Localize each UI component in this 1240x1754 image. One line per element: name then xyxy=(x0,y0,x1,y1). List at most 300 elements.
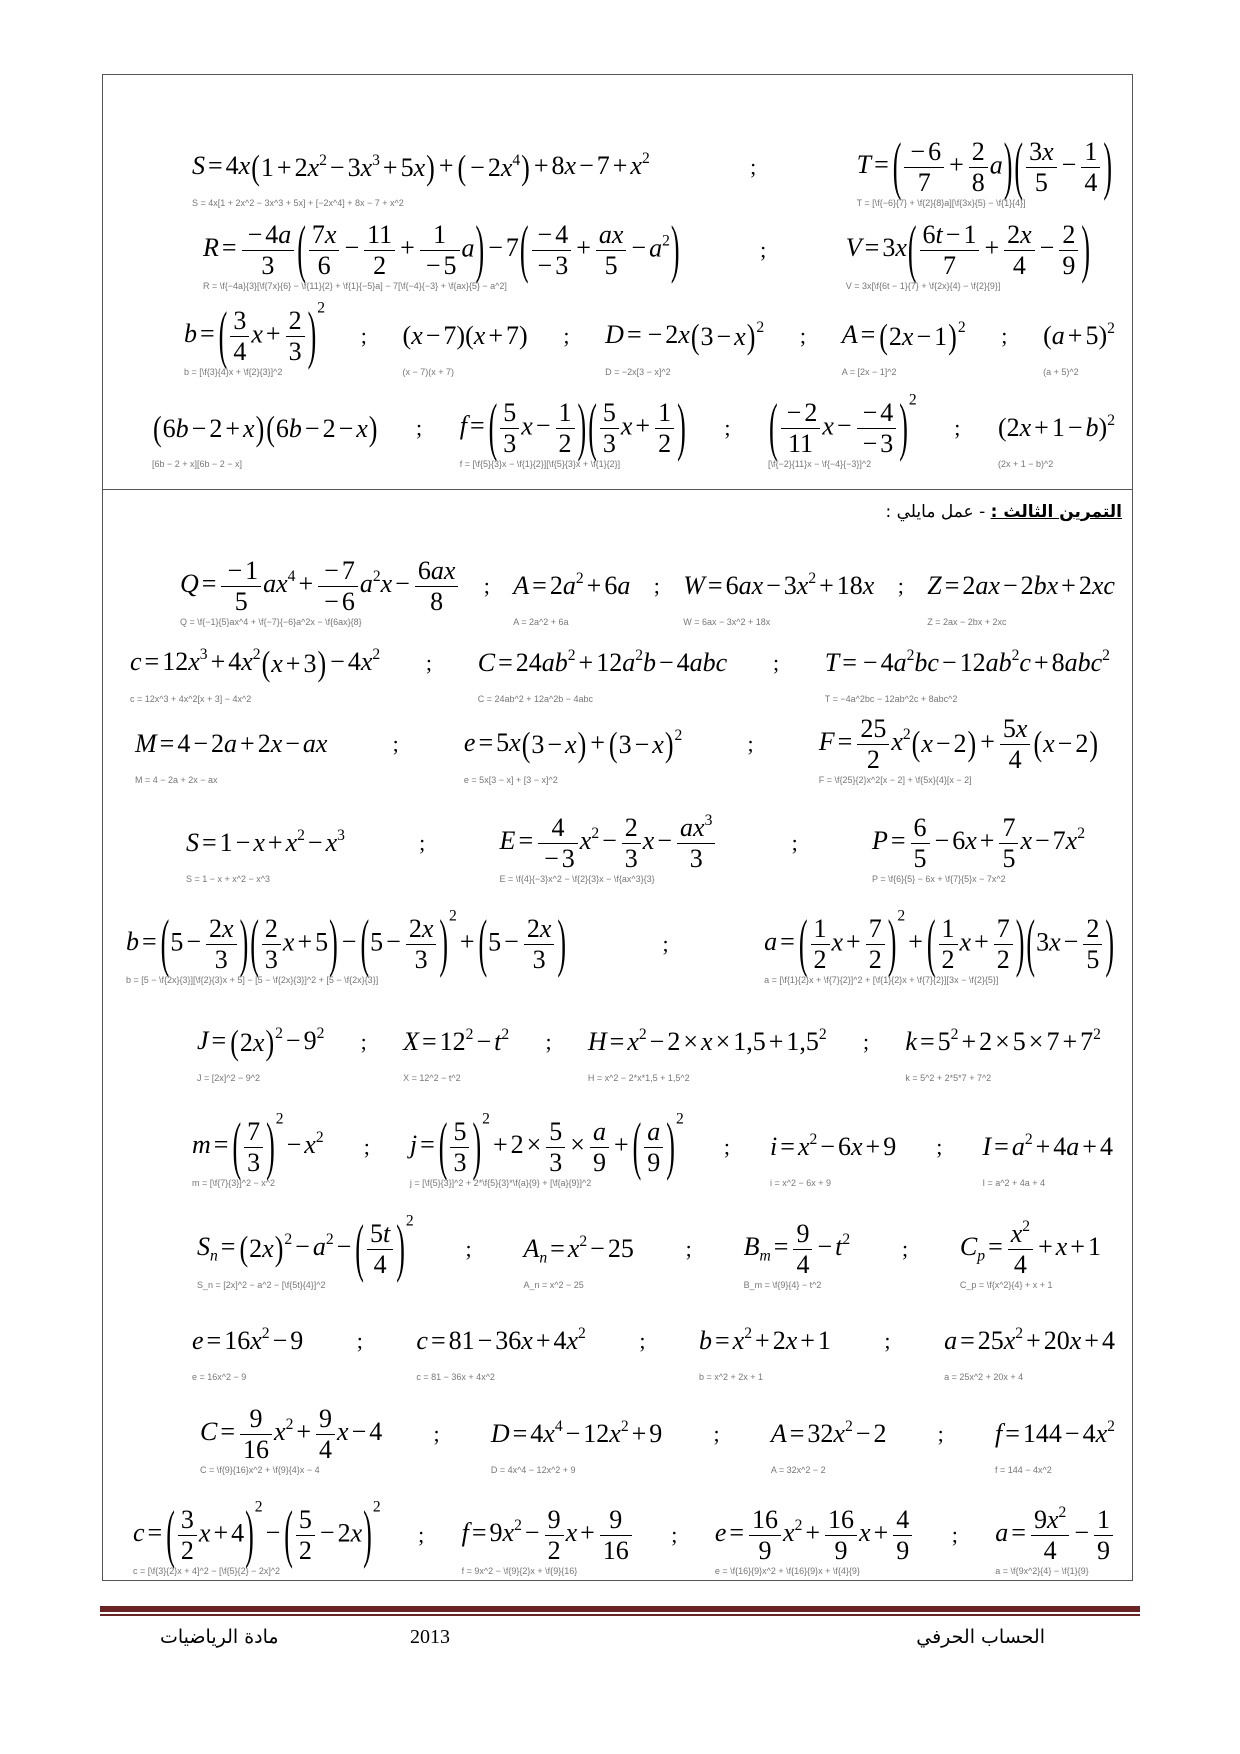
math-rendering xyxy=(135,729,327,758)
math-operator: = xyxy=(609,1027,625,1056)
separator: ; xyxy=(425,650,432,675)
math-operator: = xyxy=(430,1326,446,1355)
math-group xyxy=(596,220,627,251)
math-rendering xyxy=(841,316,966,356)
math-variable: e xyxy=(714,1517,727,1547)
math-operator: = xyxy=(518,825,534,855)
math-rendering xyxy=(152,408,378,448)
math-variable: a xyxy=(541,648,555,677)
math-variable: x xyxy=(502,1517,515,1547)
math-variable: A xyxy=(770,1419,787,1448)
math-operator: + xyxy=(535,1326,551,1355)
math-operator: + xyxy=(488,321,503,350)
math-operator: = xyxy=(221,232,237,262)
math-group: 16 xyxy=(243,1434,270,1464)
fraction xyxy=(622,813,641,874)
math-variable: S xyxy=(186,828,199,857)
fraction xyxy=(420,220,460,281)
math-operator: + xyxy=(1082,1132,1097,1161)
math-expression xyxy=(192,1109,324,1188)
math-variable: x xyxy=(822,410,834,440)
math-group xyxy=(1024,137,1102,198)
math-expression xyxy=(197,1211,414,1290)
right-paren: ) xyxy=(887,906,897,979)
math-variable: x xyxy=(274,1416,286,1446)
left-paren: ( xyxy=(166,1497,175,1570)
math-variable: f xyxy=(461,1517,469,1547)
math-variable: a xyxy=(461,232,475,262)
math-variable: x xyxy=(411,321,423,350)
math-rendering xyxy=(459,390,687,463)
math-operator: = xyxy=(1005,1419,1020,1448)
math-expression-source: k = 5^2 + 2*5*7 + 7^2 xyxy=(905,1073,992,1083)
math-group: 9 xyxy=(647,1147,661,1177)
exponent: 2 xyxy=(635,647,643,665)
left-paren: ( xyxy=(608,724,618,764)
math-operator: × xyxy=(526,1129,542,1159)
exponent: 2 xyxy=(809,1131,818,1149)
math-group: $b = x^2 + 2x + 1$ xyxy=(699,1325,831,1355)
right-paren: ) xyxy=(948,316,957,356)
math-expression-source: E = \f{4}{−3}x^2 − \f{2}{3}x − \f{ax^3}{3} xyxy=(499,874,655,884)
left-paren: ( xyxy=(892,129,902,202)
math-group: 3 xyxy=(288,336,302,366)
math-variable: b xyxy=(175,414,189,444)
math-group: $c = 12x^3 + 4x^2$ ( x + 3 ) − $4x^2$ xyxy=(130,643,381,683)
math-group: 2 xyxy=(1083,914,1102,945)
fraction xyxy=(781,398,821,459)
math-operator: + xyxy=(400,232,415,262)
math-variable: a xyxy=(944,1326,958,1355)
math-group: $(2x + 1 - b)^2$ xyxy=(997,412,1115,442)
math-expression-source: H = x^2 − 2*x*1,5 + 1,5^2 xyxy=(587,1073,690,1083)
math-group: 4 xyxy=(1043,1535,1057,1565)
right-paren: ) xyxy=(1081,212,1090,285)
math-operator: + xyxy=(846,926,861,956)
math-operator: = xyxy=(550,1234,565,1263)
exponent: 2 xyxy=(316,1025,325,1043)
math-group: 2 xyxy=(286,306,305,337)
math-group: 3 xyxy=(214,944,228,974)
left-paren: ( xyxy=(588,390,597,463)
fraction xyxy=(857,398,897,459)
separator: ; xyxy=(465,1236,472,1261)
exponent: 2 xyxy=(465,1026,474,1044)
math-variable: C xyxy=(200,1416,218,1446)
math-group: 2 xyxy=(298,1535,312,1565)
exponent: 2 xyxy=(372,646,381,664)
math-variable: D xyxy=(490,1419,510,1448)
math-variable: x xyxy=(324,219,337,249)
math-group xyxy=(365,1219,395,1280)
math-group: C = $\frac{9}{16}$ $x^2$ + $\frac{9}{4}$ x − 4 xyxy=(200,1403,383,1464)
math-group: − 4 xyxy=(532,220,572,251)
separator: ; xyxy=(760,237,767,262)
math-expression-source: T = −4a^2bc − 12ab^2c + 8abc^2 xyxy=(824,694,958,704)
right-paren: ) xyxy=(426,147,435,187)
math-rendering xyxy=(130,643,381,683)
math-operator: = xyxy=(789,1419,805,1448)
right-paren: ) xyxy=(439,906,449,979)
math-variable: b xyxy=(998,648,1012,677)
math-variable: a xyxy=(617,571,631,600)
math-variable: m xyxy=(759,1247,771,1265)
math-expression-source: (x − 7)(x + 7) xyxy=(402,367,455,377)
math-variable: a xyxy=(263,568,277,598)
big-parentheses xyxy=(160,906,250,979)
math-group: x − 2 xyxy=(921,729,967,758)
separator: ; xyxy=(563,323,570,348)
math-variable: c xyxy=(715,648,728,677)
fraction xyxy=(309,220,340,281)
math-group: 3 − x xyxy=(531,730,577,760)
math-group: 5 xyxy=(500,398,519,429)
exponent: 2 xyxy=(591,825,600,843)
math-rendering xyxy=(192,147,650,187)
exponent: 4 xyxy=(554,1418,563,1436)
math-group: 2 xyxy=(622,813,641,844)
math-variable: x xyxy=(307,153,320,183)
math-operator: = xyxy=(874,149,889,179)
math-operator: + xyxy=(1084,1326,1099,1355)
fraction xyxy=(793,1219,812,1280)
math-operator: × xyxy=(995,1027,1010,1056)
separator: ; xyxy=(772,650,780,675)
math-expression xyxy=(770,1131,897,1188)
fraction xyxy=(994,914,1013,975)
left-paren: ( xyxy=(355,1211,364,1284)
math-variable: b xyxy=(702,648,716,677)
left-paren: ( xyxy=(218,298,228,371)
math-variable: b xyxy=(1033,571,1047,600)
math-variable: x xyxy=(783,1517,795,1547)
math-operator: − xyxy=(265,1517,281,1547)
exponent: 2 xyxy=(620,1418,629,1436)
math-group: $S = 1 - x + x^2 - x^3$ xyxy=(186,827,345,857)
big-parentheses xyxy=(354,1211,406,1284)
math-rendering xyxy=(403,1027,509,1056)
math-group: 4 xyxy=(1084,167,1098,197)
math-group: 3 xyxy=(247,1147,261,1177)
math-expression-source: a = \f{9x^2}{4} − \f{1}{9} xyxy=(995,1566,1089,1576)
math-rendering xyxy=(461,1504,634,1565)
fraction xyxy=(524,914,555,975)
math-variable: x xyxy=(850,1132,863,1161)
math-expression xyxy=(513,570,631,627)
fraction xyxy=(590,1117,609,1178)
math-rendering xyxy=(818,713,1099,774)
math-group xyxy=(180,555,460,616)
math-expression xyxy=(944,1325,1115,1382)
math-group: 2x xyxy=(406,914,437,945)
math-group: − 1 xyxy=(221,556,261,587)
math-variable: P xyxy=(871,825,888,855)
math-variable: x xyxy=(356,414,368,444)
left-paren: ( xyxy=(798,906,808,979)
math-variable: x xyxy=(270,729,283,758)
math-group xyxy=(677,813,715,844)
math-group: 3 xyxy=(230,306,249,337)
math-variable: a xyxy=(598,219,612,249)
math-operator: + xyxy=(805,1517,821,1547)
math-expression xyxy=(459,390,687,469)
math-expression-source: V = 3x[\f{6t − 1}{7} + \f{2x}{4} − \f{2}{9}] xyxy=(845,281,1001,291)
math-variable: A xyxy=(513,571,530,600)
left-paren: ( xyxy=(879,316,888,356)
math-variable: b xyxy=(1077,648,1091,677)
right-paren: ) xyxy=(557,906,567,979)
math-group xyxy=(642,1117,665,1178)
separator: ; xyxy=(901,1236,909,1261)
math-group xyxy=(242,1117,265,1178)
exponent: 2 xyxy=(1107,320,1115,338)
big-parentheses xyxy=(478,906,568,979)
separator: ; xyxy=(747,731,754,756)
math-expression-source: T = [\f{−6}{7} + \f{2}{8}a][\f{3x}{5} − \f{1}{4}] xyxy=(856,198,1026,208)
math-group: − 6 xyxy=(904,137,944,168)
fraction xyxy=(230,306,249,367)
right-paren: ) xyxy=(664,724,674,764)
big-parentheses xyxy=(296,212,485,285)
math-group: − 3 xyxy=(862,428,894,458)
math-group xyxy=(902,137,1002,198)
math-group: 3 xyxy=(453,1147,467,1177)
fraction xyxy=(1008,1219,1033,1280)
math-variable: c xyxy=(927,648,939,677)
math-group: 3 xyxy=(549,1147,563,1177)
math-operator: + xyxy=(265,318,281,348)
math-operator: − xyxy=(941,648,957,677)
math-group: 4 xyxy=(538,813,578,844)
big-parentheses xyxy=(1013,129,1113,202)
math-group: 1 xyxy=(1094,1505,1113,1536)
math-operator: − xyxy=(304,414,320,444)
math-operator: − xyxy=(862,397,878,427)
math-operator: + xyxy=(873,1517,889,1547)
math-group: 2 xyxy=(262,914,281,945)
math-group: 6 xyxy=(317,250,331,280)
big-parentheses xyxy=(488,390,588,463)
exponent: 3 xyxy=(199,646,208,664)
math-group: 3 xyxy=(261,250,275,280)
math-variable: x xyxy=(959,926,972,956)
math-group: 25 xyxy=(857,714,889,745)
math-group: 2 xyxy=(547,1535,561,1565)
separator: ; xyxy=(936,1134,943,1159)
math-group xyxy=(714,1504,914,1565)
math-group: 7 xyxy=(994,914,1013,945)
math-operator: + xyxy=(267,828,283,857)
left-paren: ( xyxy=(521,724,531,764)
math-expression xyxy=(523,1233,634,1290)
math-variable: x xyxy=(965,825,977,855)
math-variable: x xyxy=(543,1419,555,1448)
math-operator: + xyxy=(1067,321,1083,350)
math-group xyxy=(995,1503,1115,1565)
math-group xyxy=(937,914,1015,975)
math-operator: − xyxy=(1074,1517,1089,1547)
math-expression xyxy=(186,827,345,884)
math-group: $A_n = x^2 - 25$ xyxy=(523,1233,634,1267)
fraction xyxy=(262,914,281,975)
math-variable: x xyxy=(360,646,373,676)
exponent: 2 xyxy=(674,727,683,745)
left-paren: ( xyxy=(907,212,917,285)
fraction xyxy=(1083,914,1102,975)
math-variable: n xyxy=(539,1249,548,1267)
math-operator: − xyxy=(504,926,519,956)
math-group xyxy=(498,398,576,459)
math-variable: S xyxy=(197,1231,210,1261)
math-variable: x xyxy=(859,1517,871,1547)
math-operator: − xyxy=(1067,413,1083,442)
left-paren: ( xyxy=(230,1022,239,1062)
right-paren: ) xyxy=(670,212,680,285)
exponent: 2 xyxy=(319,152,327,170)
math-expression-source: e = 5x[3 − x] + [3 − x]^2 xyxy=(463,775,558,785)
math-variable: x xyxy=(521,1326,533,1355)
right-paren: ) xyxy=(746,316,756,356)
math-group: 9 xyxy=(545,1505,564,1536)
subscript xyxy=(539,1249,547,1266)
big-parentheses xyxy=(456,147,530,187)
math-group: $\frac{2}{3}$ x + 5 xyxy=(260,914,328,975)
math-variable: C xyxy=(477,648,496,677)
exponent: 2 xyxy=(641,150,650,168)
math-group: 3 xyxy=(689,843,703,873)
math-operator: + xyxy=(590,727,605,757)
exponent: 3 xyxy=(372,152,380,170)
math-variable: R xyxy=(203,232,219,262)
math-variable: D xyxy=(605,319,624,349)
math-variable: x xyxy=(988,571,1000,600)
math-operator: + xyxy=(580,1517,595,1547)
math-expression xyxy=(818,713,1099,785)
exponent: 2 xyxy=(317,299,326,317)
exponent: 2 xyxy=(254,1498,263,1516)
math-group: 2 xyxy=(180,1535,194,1565)
math-variable: x xyxy=(337,1416,349,1446)
math-group: 5 xyxy=(604,250,618,280)
exercise-instruction: - عمل مايلي : xyxy=(885,502,986,522)
math-operator: − xyxy=(836,410,852,440)
math-group xyxy=(918,220,1081,281)
math-variable: x xyxy=(238,150,251,180)
exponent: 3 xyxy=(337,827,345,845)
math-group: $a = 25x^2 + 20x + 4$ xyxy=(944,1325,1115,1355)
left-paren: ( xyxy=(519,212,529,285)
math-rendering xyxy=(605,316,765,356)
math-operator: + xyxy=(961,1027,977,1056)
math-group: 3x xyxy=(1026,137,1057,168)
fraction xyxy=(939,914,958,975)
math-operator: − xyxy=(286,1129,302,1159)
math-operator: − xyxy=(191,414,207,444)
math-variable: a xyxy=(680,812,694,842)
math-variable: a xyxy=(430,555,444,585)
separator: ; xyxy=(713,1421,720,1446)
math-expression-source: R = \f{−4a}{3}[\f{7x}{6} − \f{11}{2} + \f{1}{−5}a] − 7[\f{−4}{−3} + \f{ax}{5} − a^2] xyxy=(203,281,507,291)
math-group: 5 − $\frac{2x}{3}$ xyxy=(370,914,438,975)
math-operator: + xyxy=(240,729,255,758)
math-expression-source: Q = \f{−1}{5}ax^4 + \f{−7}{−6}a^2x − \f{6ax}{8} xyxy=(180,617,362,627)
math-expression xyxy=(130,643,381,704)
left-paren: ( xyxy=(690,316,700,356)
right-paren: ) xyxy=(239,906,249,979)
footer-rule xyxy=(100,1606,1140,1612)
exponent: 2 xyxy=(284,1231,293,1249)
exponent: 2 xyxy=(501,1026,510,1044)
math-operator: = xyxy=(860,319,876,349)
math-operator: + xyxy=(1035,1132,1051,1161)
math-variable: I xyxy=(982,1132,992,1161)
math-operator: − xyxy=(910,136,926,166)
math-operator: − xyxy=(716,322,732,352)
math-operator: = xyxy=(471,1517,487,1547)
math-variable: a xyxy=(975,571,989,600)
math-group: 5 xyxy=(1034,167,1048,197)
math-variable: x xyxy=(862,571,875,600)
math-variable: a xyxy=(302,729,316,758)
math-operator: = xyxy=(988,1231,1003,1261)
math-group: R = $\frac{- 4a}{3}$ ( $\frac{7x}{6}$ − $\frac{11}{2}$ + $\frac{1}{- 5}$ a ) − 7 ( $\frac{- 4}{- 3}$ + $\frac{ax}{5}$ − $a^2$ ) xyxy=(203,233,681,262)
exponent: 2 xyxy=(315,1129,324,1147)
math-expression-source: C = 24ab^2 + 12a^2b − 4abc xyxy=(477,694,594,704)
math-group: 7 xyxy=(866,914,885,945)
math-expression xyxy=(714,1504,914,1576)
math-operator: − xyxy=(631,232,647,262)
math-variable: b xyxy=(184,318,197,348)
fraction xyxy=(415,556,459,617)
left-paren: ( xyxy=(360,906,370,979)
fraction xyxy=(242,220,295,281)
math-variable: x xyxy=(421,913,434,943)
math-expression-source: J = [2x]^2 − 9^2 xyxy=(197,1073,260,1083)
math-operator: − xyxy=(649,1027,665,1056)
math-group: − 3 xyxy=(544,843,575,873)
exponent: 2 xyxy=(372,568,381,586)
math-variable: x xyxy=(732,1326,745,1355)
math-operator: − xyxy=(272,1326,288,1355)
right-paren: ) xyxy=(255,408,265,448)
math-group xyxy=(307,220,475,281)
math-variable: a xyxy=(1051,321,1065,350)
math-variable: j xyxy=(409,1129,418,1159)
math-variable: x xyxy=(620,410,633,440)
math-operator: = xyxy=(890,825,906,855)
math-group: 3 xyxy=(503,428,517,458)
math-expression-source: c = [\f{3}{2}x + 4]^2 − [\f{5}{2} − 2x]^2 xyxy=(133,1566,281,1576)
separator: ; xyxy=(360,323,367,348)
math-group: J = ( 2x ) $^2 - 9^2$ xyxy=(197,1022,325,1062)
math-rendering xyxy=(856,129,1113,202)
math-operator: + xyxy=(908,926,923,956)
math-operator: = xyxy=(532,571,547,600)
math-rendering xyxy=(180,555,460,616)
math-expression-source: X = 12^2 − t^2 xyxy=(403,1073,461,1083)
math-rendering xyxy=(871,812,1085,873)
math-expression-source: C = \f{9}{16}x^2 + \f{9}{4}x − 4 xyxy=(200,1465,320,1475)
big-parentheses xyxy=(250,147,436,187)
fraction xyxy=(1004,220,1035,281)
exponent: 2 xyxy=(297,827,305,845)
math-expression xyxy=(197,1022,325,1083)
math-operator: = xyxy=(512,1419,528,1448)
exponent: 2 xyxy=(662,232,670,250)
left-paren: ( xyxy=(251,147,260,187)
right-paren: ) xyxy=(577,390,587,463)
math-variable: a xyxy=(1011,1132,1025,1161)
